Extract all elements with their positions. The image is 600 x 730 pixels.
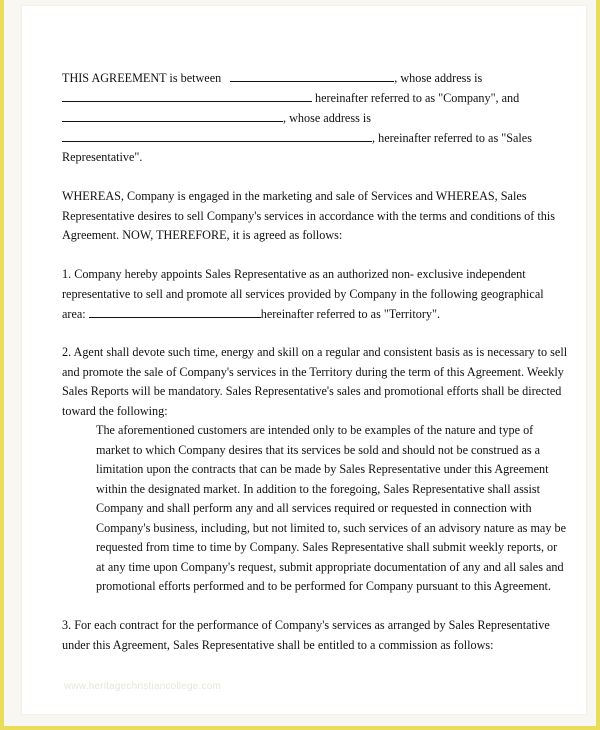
section-1-line bbox=[62, 306, 440, 321]
whereas-line: Agreement. NOW, THEREFORE, it is agreed as follows: bbox=[62, 228, 343, 242]
section-2-indented-line: The aforementioned customers are intended only to be examples of the nature and type of bbox=[96, 423, 534, 437]
opening-line-4 bbox=[62, 130, 532, 145]
party-one-blank bbox=[230, 70, 394, 82]
section-2-line: toward the following: bbox=[62, 404, 168, 418]
whereas-line: Representative desires to sell Company's services in accordance with the terms and conditions of this bbox=[62, 209, 555, 223]
section-1-line: representative to sell and promote all services provided by Company in the following geographical bbox=[62, 287, 544, 301]
section-2-indented-line: promotional efforts performed and to be performed for Company pursuant to this Agreement. bbox=[96, 579, 551, 593]
section-2-line: 2. Agent shall devote such time, energy and skill on a regular and consistent basis as is necessary to sell bbox=[62, 345, 568, 359]
watermark: www.heritagechristiancollege.com bbox=[64, 681, 222, 692]
company-address-blank bbox=[62, 90, 312, 102]
opening-text: , hereinafter referred to as "Sales bbox=[372, 131, 532, 145]
section-2-indented-line: at any time upon Company's request, submit appropriate documentation of any and all sales and bbox=[96, 560, 564, 574]
opening-line-1 bbox=[62, 70, 482, 85]
section-2-line: Sales Reports will be mandatory. Sales Representative's sales and promotional efforts shall be directed bbox=[62, 384, 562, 398]
section-2-indented-line: requested from time to time by Company. Sales Representative shall submit weekly reports, or bbox=[96, 540, 558, 554]
section-1-text: area: bbox=[62, 307, 86, 321]
territory-blank bbox=[89, 306, 261, 318]
opening-text: THIS AGREEMENT is between bbox=[62, 71, 222, 85]
section-2-line: and promote the sale of Company's services in the Territory during the term of this Agreement. Weekly bbox=[62, 365, 564, 379]
opening-line-3 bbox=[62, 110, 371, 125]
section-3-line: under this Agreement, Sales Representative shall be entitled to a commission as follows: bbox=[62, 638, 494, 652]
party-two-blank bbox=[62, 110, 283, 122]
opening-line-2 bbox=[62, 90, 519, 105]
whereas-line: WHEREAS, Company is engaged in the marketing and sale of Services and WHEREAS, Sales bbox=[62, 189, 527, 203]
section-2-indented-line: within the designated market. In addition to the foregoing, Sales Representative shall assist bbox=[96, 482, 541, 496]
section-1-text: hereinafter referred to as "Territory". bbox=[260, 307, 441, 321]
opening-text: , whose address is bbox=[394, 71, 483, 85]
section-3-line: 3. For each contract for the performance of Company's services as arranged by Sales Representative bbox=[62, 618, 550, 632]
section-1-line: 1. Company hereby appoints Sales Representative as an authorized non- exclusive independent bbox=[62, 267, 526, 281]
section-2-indented-line: limitation upon the contracts that can be made by Sales Representative under this Agreement bbox=[96, 462, 549, 476]
section-2-indented-line: market to which Company desires that its services be sold and should not be construed as a bbox=[96, 443, 541, 457]
section-2-indented-line: Company and shall perform any and all services required or requested in connection with bbox=[96, 501, 532, 515]
rep-address-blank bbox=[62, 130, 372, 142]
opening-text: hereinafter referred to as "Company", and bbox=[315, 91, 520, 105]
opening-text: , whose address is bbox=[283, 111, 372, 125]
section-2-indented-line: Company's business, including, but not limited to, such services of an advisory nature as may be bbox=[96, 521, 566, 535]
opening-line-5: Representative". bbox=[62, 150, 143, 164]
